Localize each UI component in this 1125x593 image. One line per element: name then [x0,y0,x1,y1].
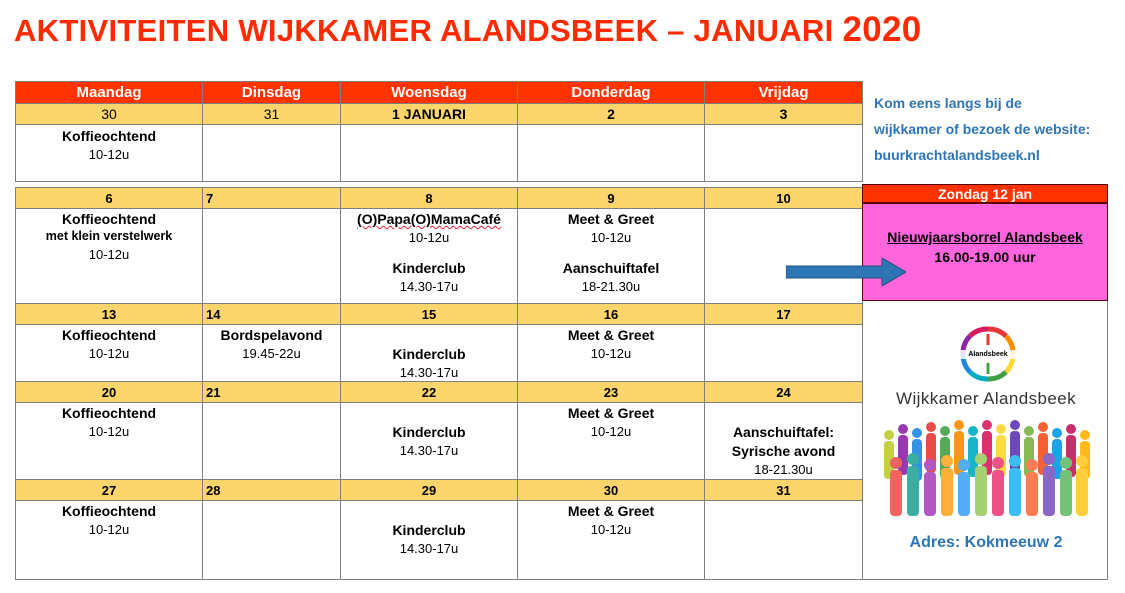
day-cell [341,209,518,304]
date-cell: 23 [518,382,705,403]
event-name: Kinderclub [392,260,466,276]
day-cell [341,125,518,182]
crowd-illustration [881,419,1093,521]
day-cell [705,501,863,580]
website-link[interactable]: buurkrachtalandsbeek.nl [874,147,1040,163]
day-cell [203,501,341,580]
day-cell [203,209,341,304]
date-row [16,304,863,325]
event-time: 18-21.30u [581,279,641,294]
day-cell [203,125,341,182]
weekday-header: Donderdag [518,82,705,104]
event-name: Koffieochtend [61,503,157,519]
visit-text-line: Kom eens langs bij de [874,95,1022,111]
event-time: 10-12u [590,346,632,361]
event-subtitle: met klein verstelwerk [45,229,173,243]
event-row [16,501,863,580]
event-time: 10-12u [408,230,450,245]
event-time: 10-12u [88,424,130,439]
day-cell [341,501,518,580]
day-cell [203,403,341,480]
event-time: 14.30-17u [399,541,459,556]
date-cell: 22 [341,382,518,403]
day-cell [16,403,203,480]
event-time: 10-12u [88,346,130,361]
day-cell [705,403,863,480]
day-cell [16,501,203,580]
date-cell: 3 [705,104,863,125]
event-time: 10-12u [88,522,130,537]
event-time: 10-12u [88,147,130,162]
event-name: Koffieochtend [61,405,157,421]
event-time: 19.45-22u [242,346,301,361]
date-row [16,382,863,403]
title-year: 2020 [842,10,922,49]
weekday-header-row [16,82,863,104]
event-name: Meet & Greet [567,503,655,519]
date-cell: 24 [705,382,863,403]
day-cell [341,403,518,480]
date-cell: 31 [203,104,341,125]
day-cell [705,325,863,382]
day-cell [518,325,705,382]
address-text: Adres: Kokmeeuw 2 [909,534,1063,551]
visit-info-text [874,90,1119,168]
date-cell: 13 [16,304,203,325]
event-row [16,209,863,304]
date-cell: 21 [203,382,341,403]
event-name: Meet & Greet [567,327,655,343]
day-cell [518,209,705,304]
event-row [16,125,863,182]
event-name: Syrische avond [731,443,836,459]
event-row [16,403,863,480]
date-cell: 30 [16,104,203,125]
visit-text-line: wijkkamer of bezoek de website: [874,121,1091,137]
event-time: 14.30-17u [399,443,459,458]
logo-label: Alandsbeek [959,350,1017,359]
day-cell [705,209,863,304]
event-time: 10-12u [590,230,632,245]
date-cell: 2 [518,104,705,125]
day-cell [203,325,341,382]
sunday-event-box [862,203,1108,301]
date-cell: 14 [203,304,341,325]
event-time: 18-21.30u [754,462,813,477]
date-cell: 30 [518,480,705,501]
event-name: Aanschuiftafel [562,260,660,276]
event-name: Bordspelavond [220,327,323,343]
event-time: 14.30-17u [399,279,459,294]
event-name: Kinderclub [392,346,466,362]
day-cell [341,325,518,382]
wijkkamer-info-box [862,301,1108,580]
date-cell: 8 [341,188,518,209]
event-name: (O)Papa(O)MamaCafé [357,211,501,227]
event-row [16,325,863,382]
date-cell: 7 [203,188,341,209]
wijkkamer-logo [959,325,1017,383]
event-name: Kinderclub [392,522,466,538]
date-row [16,188,863,209]
date-cell: 27 [16,480,203,501]
arrow-right-icon [786,258,906,286]
day-cell [705,125,863,182]
date-cell: 29 [341,480,518,501]
weekday-header: Vrijdag [705,82,863,104]
day-cell [16,125,203,182]
event-name: Meet & Greet [567,405,655,421]
event-name: Kinderclub [392,424,466,440]
event-name: Koffieochtend [61,327,157,343]
date-cell: 9 [518,188,705,209]
weekday-header: Woensdag [341,82,518,104]
event-name: Meet & Greet [567,211,655,227]
event-time: 14.30-17u [399,365,459,380]
day-cell [518,125,705,182]
wijkkamer-name: Wijkkamer Alandsbeek [896,389,1076,408]
event-time: 10-12u [88,246,130,262]
event-name: Koffieochtend [61,128,157,144]
sunday-event-time: 16.00-19.00 uur [934,249,1036,265]
event-name: Aanschuiftafel: [732,424,835,440]
date-cell: 16 [518,304,705,325]
sunday-event-name: Nieuwjaarsborrel Alandsbeek [887,229,1083,245]
day-cell [16,209,203,304]
day-cell [518,403,705,480]
page-title [14,10,1114,54]
weekday-header: Maandag [16,82,203,104]
date-cell: 1 JANUARI [341,104,518,125]
date-row [16,480,863,501]
event-time: 10-12u [590,522,632,537]
title-main: AKTIVITEITEN WIJKKAMER ALANDSBEEK – JANUARI [14,13,834,48]
date-cell: 6 [16,188,203,209]
calendar-table [15,81,863,580]
day-cell [16,325,203,382]
date-cell: 31 [705,480,863,501]
date-cell: 20 [16,382,203,403]
day-cell [518,501,705,580]
date-cell: 28 [203,480,341,501]
date-cell: 17 [705,304,863,325]
date-cell: 10 [705,188,863,209]
sunday-header: Zondag 12 jan [862,184,1108,203]
weekday-header: Dinsdag [203,82,341,104]
event-time: 10-12u [590,424,632,439]
date-row [16,104,863,125]
event-name: Koffieochtend [61,211,157,227]
date-cell: 15 [341,304,518,325]
